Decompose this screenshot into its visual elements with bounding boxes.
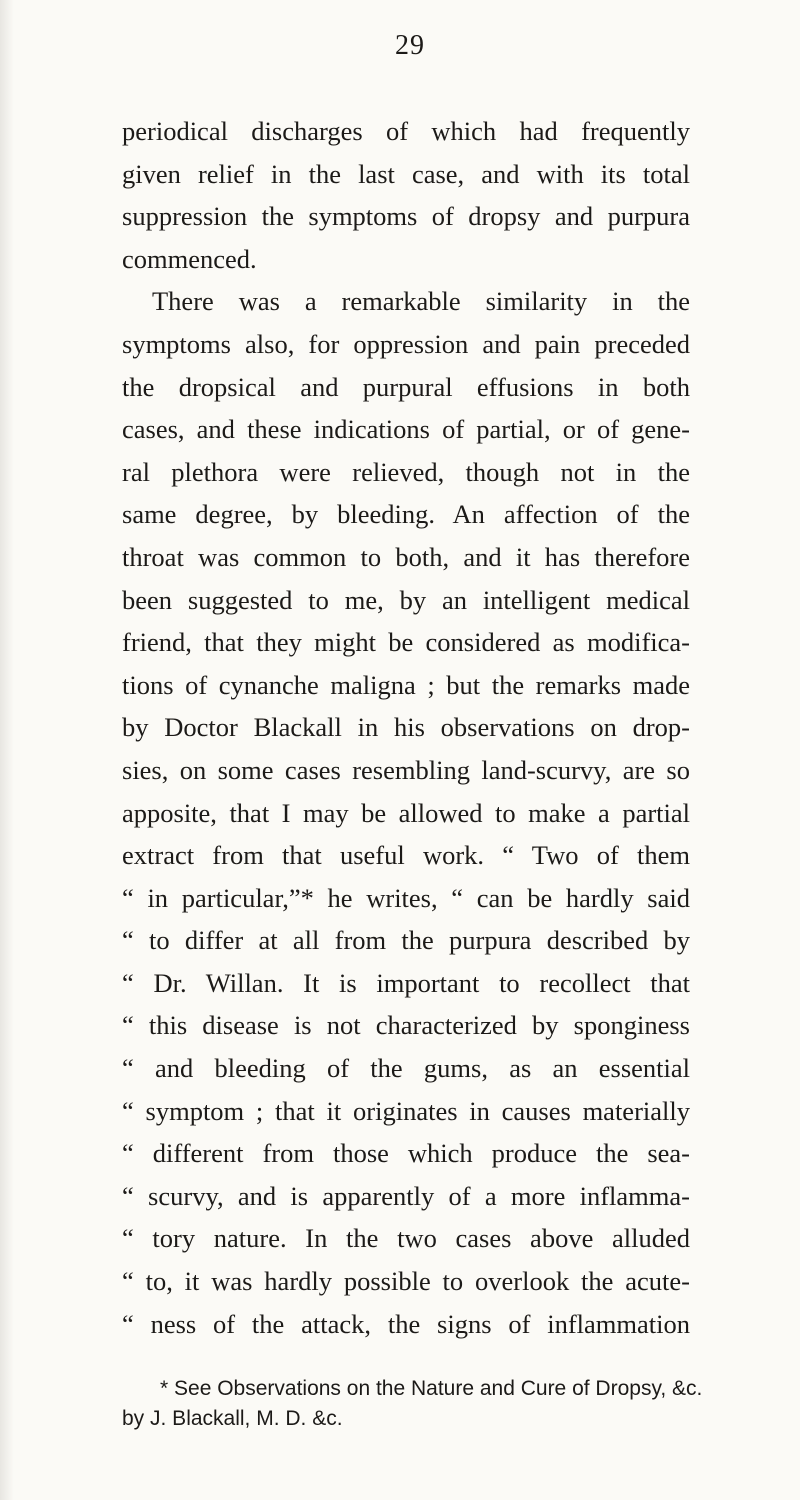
quoted-line: “ different from those which produce the sea- [122, 1138, 690, 1169]
binding-gutter-shadow [0, 0, 14, 1500]
body-text [122, 110, 690, 1345]
text-line: throat was common to both, and it has therefore [122, 541, 690, 572]
text-line: been suggested to me, by an intelligent medical [122, 584, 690, 615]
text-line: cases, and these indications of partial, or of gene- [122, 414, 690, 445]
text-line: extract from that useful work. “ Two of them [122, 840, 690, 871]
quoted-line: “ symptom ; that it originates in causes materially [122, 1095, 690, 1126]
footnote [122, 1374, 703, 1434]
text-line: commenced. [122, 243, 257, 274]
quoted-line: “ Dr. Willan. It is important to recollect that [122, 967, 690, 998]
quoted-line: “ to differ at all from the purpura described by [122, 925, 690, 956]
quoted-line: “ to, it was hardly possible to overlook the acute- [122, 1266, 690, 1297]
quoted-line: “ tory nature. In the two cases above alluded [122, 1223, 690, 1254]
text-line: periodical discharges of which had frequently [122, 116, 690, 146]
quoted-line: “ and bleeding of the gums, as an essential [122, 1053, 690, 1084]
text-line: given relief in the last case, and with its total [122, 158, 690, 189]
paragraph-first-line: There was a remarkable similarity in the [152, 286, 690, 317]
quoted-line: “ this disease is not characterized by sponginess [122, 1010, 690, 1041]
footnote-line: * See Observations on the Nature and Cure of Dropsy, &c. [160, 1377, 703, 1400]
text-line: apposite, that I may be allowed to make a partial [122, 797, 690, 828]
text-line: ral plethora were relieved, though not in the [122, 456, 690, 487]
text-line: the dropsical and purpural effusions in both [122, 371, 690, 402]
text-line: same degree, by bleeding. An affection of the [122, 499, 690, 530]
text-line: sies, on some cases resembling land-scurvy, are so [122, 754, 690, 785]
footnote-line: by J. Blackall, M. D. &c. [122, 1407, 343, 1430]
text-line: symptoms also, for oppression and pain preceded [122, 328, 690, 359]
text-line: by Doctor Blackall in his observations on drop- [122, 712, 690, 743]
quoted-line: “ ness of the attack, the signs of inflammation [122, 1308, 690, 1339]
text-line: suppression the symptoms of dropsy and purpura [122, 201, 690, 232]
quoted-line: “ scurvy, and is apparently of a more inflamma- [122, 1180, 690, 1211]
quoted-line: “ in particular,”* he writes, “ can be hardly said [122, 882, 690, 913]
page-number: 29 [395, 30, 425, 61]
text-line: tions of cynanche maligna ; but the remarks made [122, 669, 690, 700]
text-line: friend, that they might be considered as modifica- [122, 627, 690, 658]
